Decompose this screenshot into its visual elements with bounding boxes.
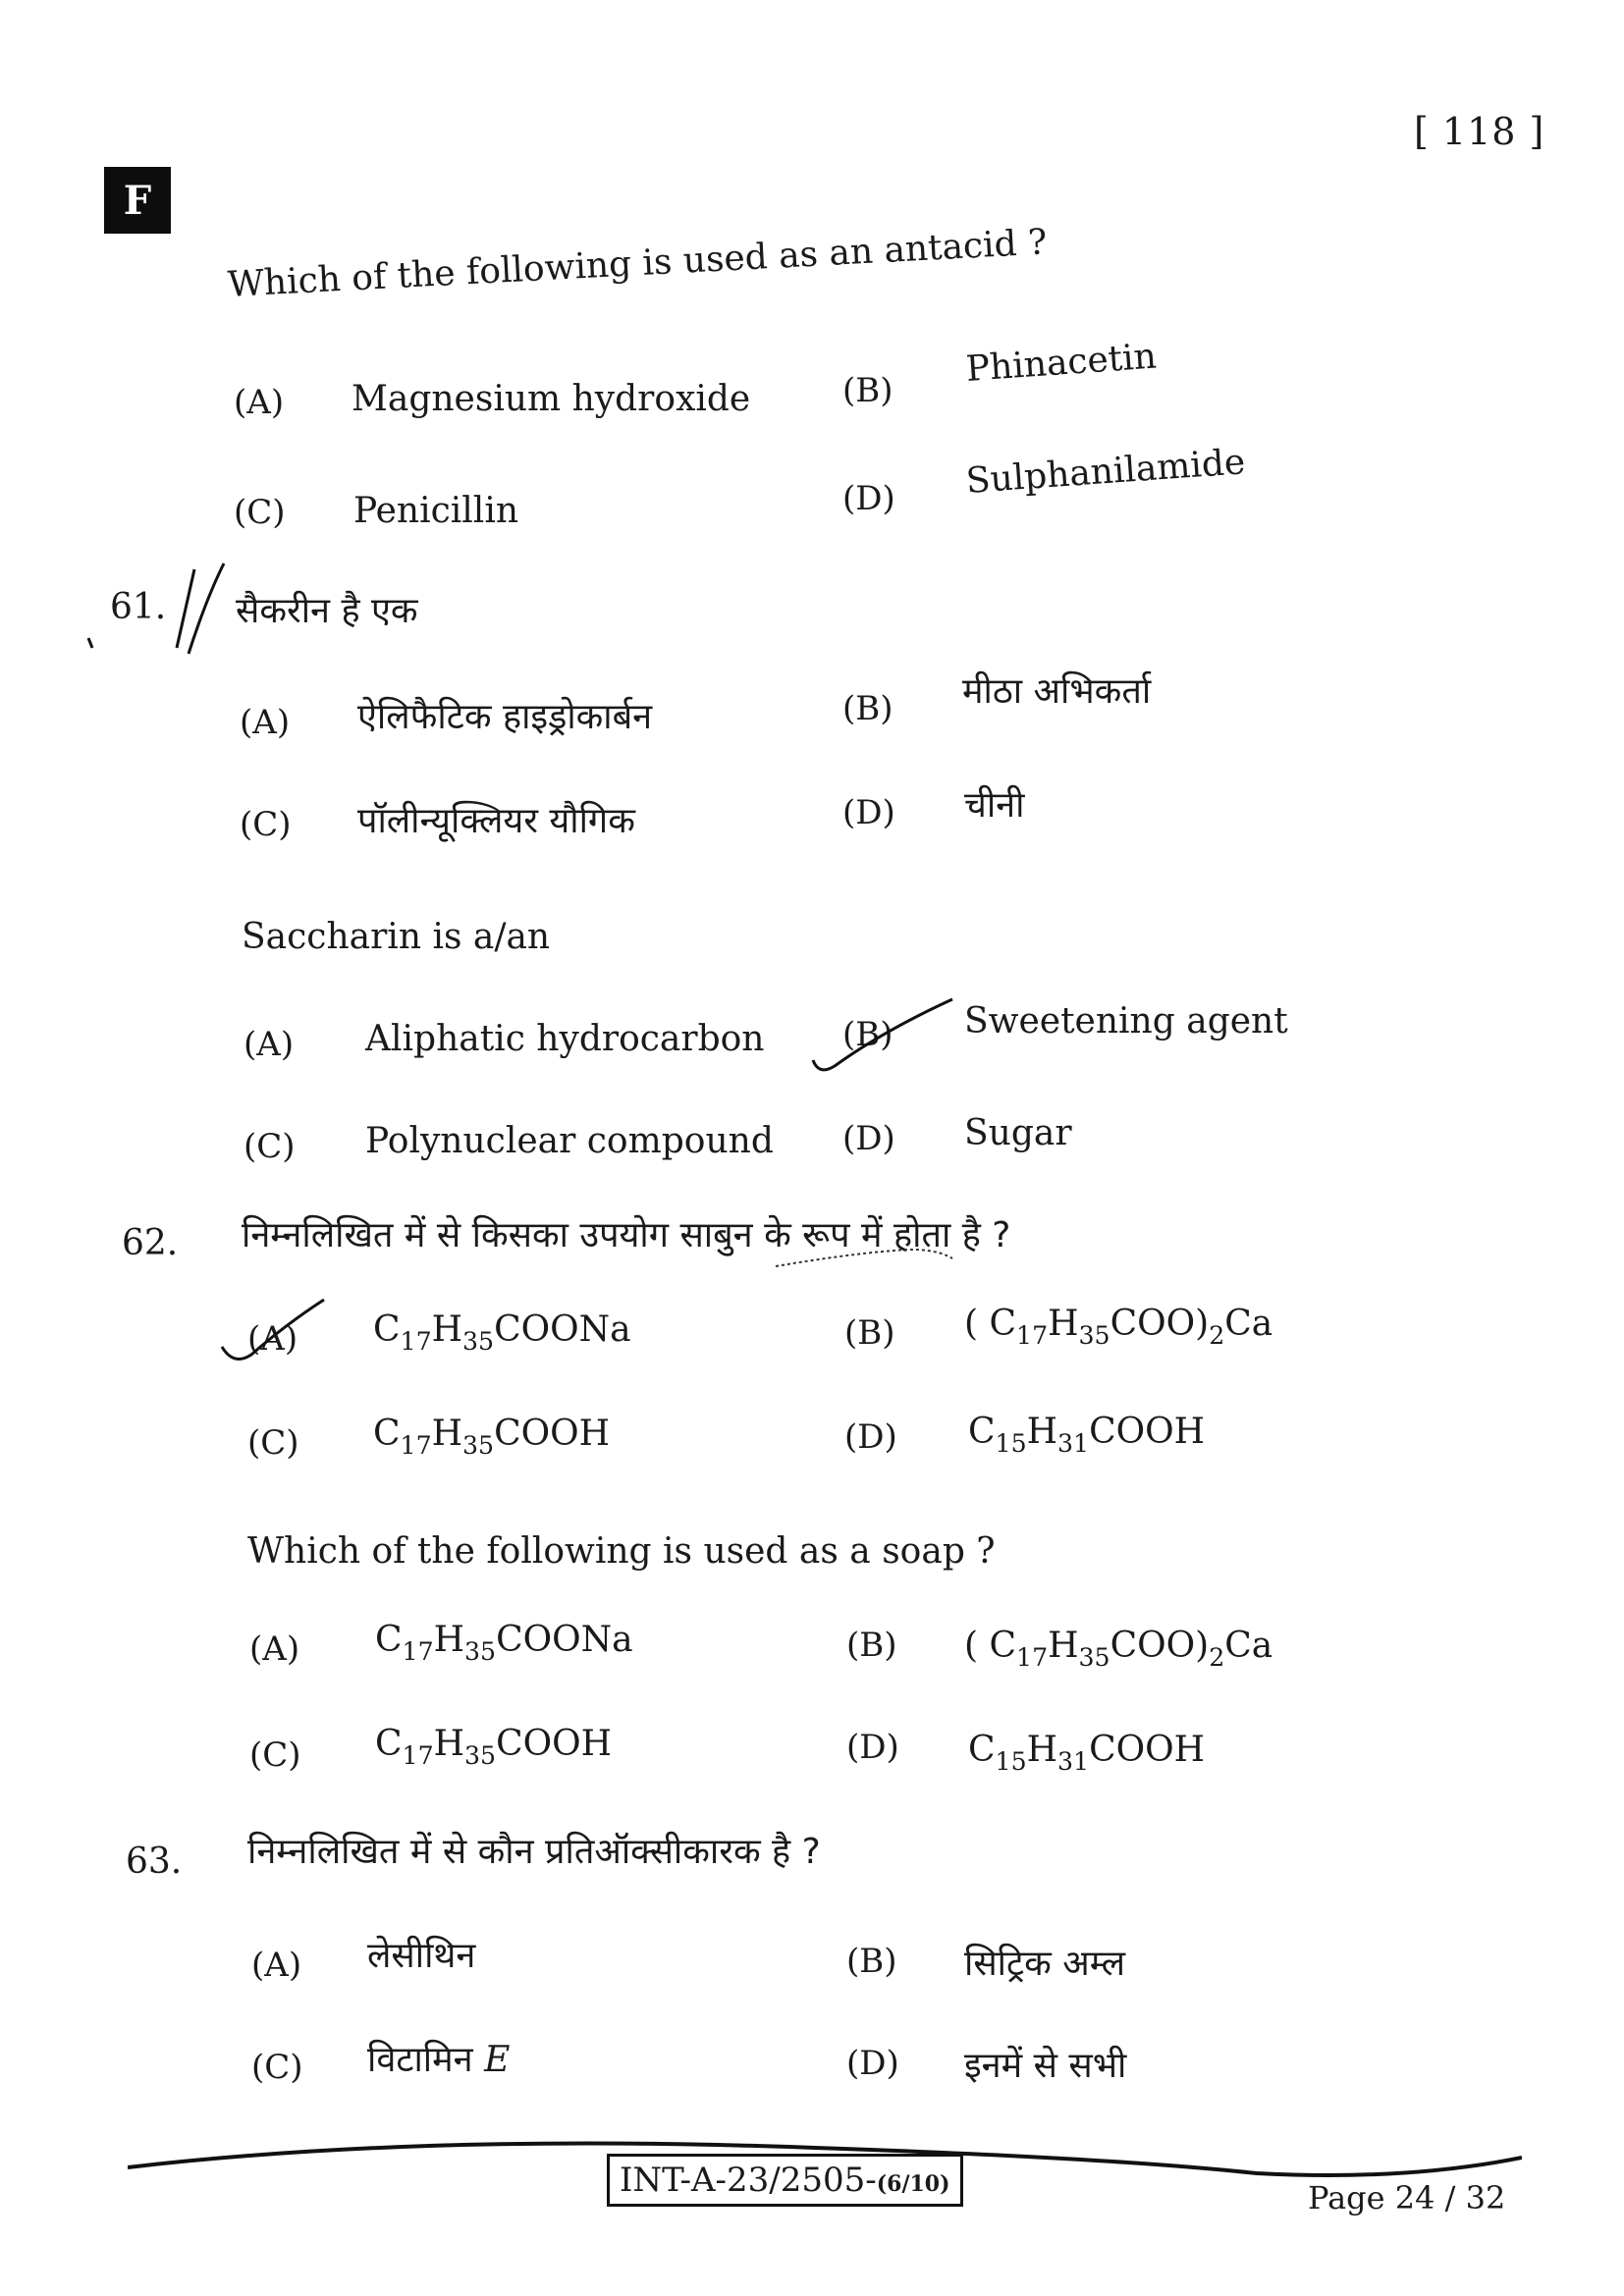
- option-text: ऐलिफैटिक हाइड्रोकार्बन: [357, 697, 653, 737]
- formula: $C_{15}H_{31}COOH$: [968, 1730, 1206, 1776]
- option-label: (B): [846, 1942, 897, 1981]
- option-text: लेसीथिन: [367, 1936, 476, 1976]
- option-label: (C): [249, 1735, 301, 1775]
- question-text-hindi: निम्नलिखित में से कौन प्रतिऑक्सीकारक है ?: [247, 1832, 821, 1872]
- option-text: पॉलीन्यूक्लियर यौगिक: [357, 801, 635, 841]
- option-label: (D): [846, 2044, 899, 2083]
- option-label: (C): [247, 1423, 299, 1463]
- option-label: (B): [846, 1626, 897, 1665]
- option-text: सिट्रिक अम्ल: [964, 1944, 1126, 1984]
- formula: $C_{17}H_{35}COONa$: [373, 1309, 631, 1356]
- option-text: Phinacetin: [964, 336, 1159, 390]
- option-label: (A): [234, 383, 285, 422]
- formula: ( $C_{17}H_{35}COO)_2Ca$: [964, 1626, 1273, 1672]
- option-text: विटामिन E: [367, 2040, 511, 2080]
- option-label: (D): [842, 479, 895, 518]
- option-text: Sweetening agent: [964, 1001, 1288, 1041]
- formula: $C_{17}H_{35}COOH$: [375, 1724, 613, 1770]
- option-label: (C): [234, 493, 286, 532]
- option-label: (D): [842, 793, 895, 832]
- option-text: Polynuclear compound: [365, 1121, 774, 1161]
- option-label: (D): [844, 1417, 897, 1457]
- option-text: Aliphatic hydrocarbon: [365, 1019, 765, 1059]
- question-text-hindi: सैकरीन है एक: [236, 591, 418, 631]
- option-label: (B): [844, 1313, 895, 1353]
- option-text: इनमें से सभी: [964, 2046, 1127, 2086]
- question-text: Saccharin is a/an: [242, 917, 551, 957]
- option-label: (A): [244, 1025, 295, 1064]
- formula: $C_{15}H_{31}COOH$: [968, 1412, 1206, 1458]
- set-label-badge: F: [104, 167, 171, 234]
- option-label: (D): [846, 1728, 899, 1767]
- option-label: (A): [251, 1946, 302, 1985]
- option-label: (B): [842, 689, 893, 728]
- option-label: (A): [240, 703, 291, 742]
- handwritten-slash-mark: [79, 560, 255, 658]
- option-label: (C): [251, 2048, 303, 2087]
- option-text: मीठा अभिकर्ता: [962, 671, 1152, 712]
- question-text: Which of the following is used as an antacid ?: [226, 222, 1049, 305]
- handwritten-underline: [766, 1245, 982, 1274]
- question-text-hindi: निम्नलिखित में से किसका उपयोग साबुन के रूप में होता है ?: [242, 1215, 1011, 1255]
- option-text: Sugar: [964, 1113, 1072, 1153]
- option-text: चीनी: [964, 785, 1025, 826]
- page-number: Page 24 / 32: [1308, 2179, 1506, 2216]
- option-label: (B): [842, 1015, 893, 1054]
- option-label: (A): [247, 1319, 298, 1359]
- answer-checkmark: [805, 991, 962, 1080]
- question-number: 62.: [122, 1223, 179, 1263]
- page-code: [ 118 ]: [1414, 110, 1545, 153]
- question-text: Which of the following is used as a soap ?: [247, 1531, 996, 1572]
- option-text: Sulphanilamide: [964, 442, 1247, 502]
- formula: ( $C_{17}H_{35}COO)_2Ca$: [964, 1304, 1273, 1350]
- option-text: Penicillin: [353, 491, 519, 531]
- option-label: (D): [842, 1119, 895, 1158]
- answer-checkmark: [216, 1296, 334, 1374]
- option-label: (A): [249, 1629, 300, 1669]
- paper-code-box: INT-A-23/2505-(6/10): [607, 2154, 963, 2207]
- question-number: 63.: [126, 1842, 183, 1882]
- option-label: (C): [240, 805, 292, 844]
- option-text: Magnesium hydroxide: [352, 379, 751, 419]
- option-label: (B): [842, 371, 893, 410]
- question-number: 61.: [110, 587, 167, 627]
- formula: $C_{17}H_{35}COOH$: [373, 1414, 611, 1460]
- formula: $C_{17}H_{35}COONa$: [375, 1620, 633, 1666]
- option-label: (C): [244, 1127, 296, 1166]
